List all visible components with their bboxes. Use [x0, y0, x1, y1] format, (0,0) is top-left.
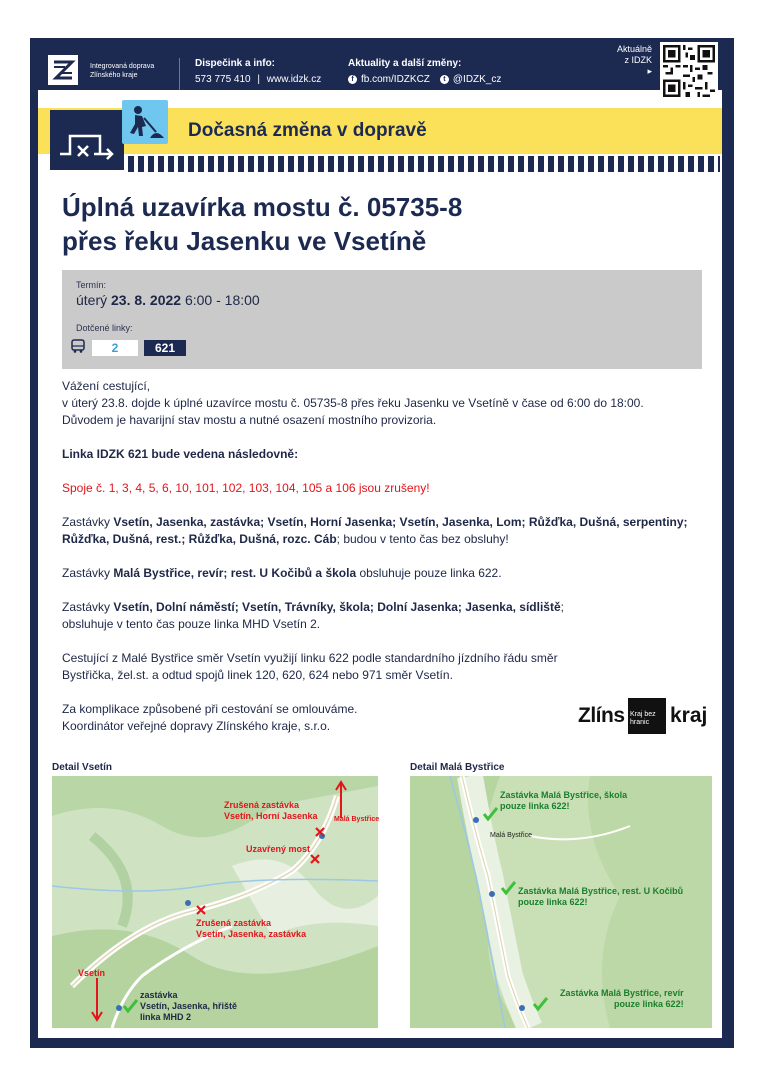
dispatch-web-link[interactable]: www.idzk.cz [266, 74, 322, 85]
stops1-post: ; budou v tento čas bez obsluhy! [336, 532, 509, 546]
map1-stop-line-2: Vsetín, Jasenka, hřiště [140, 1001, 238, 1011]
term-date [76, 292, 260, 308]
intro-paragraph [62, 378, 712, 429]
map2-label-revir [560, 988, 684, 1010]
dispatch-separator: | [257, 74, 261, 85]
cancelled-trips: Spoje č. 1, 3, 4, 5, 6, 10, 101, 102, 103, 104, 105 a 106 jsou zrušeny! [62, 481, 430, 495]
twitter-link[interactable]: @IDZK_cz [452, 74, 502, 85]
aktual-link[interactable] [590, 44, 652, 77]
org-line-2: Zlínského kraje [90, 72, 138, 79]
headline [62, 190, 702, 258]
term-time: 6:00 - 18:00 [181, 292, 260, 308]
intro-line-2: Důvodem je havarijní stav mostu a nutné osazení mostního provizoria. [62, 413, 437, 427]
news-links [348, 74, 501, 85]
travel-info [62, 650, 712, 684]
banner-title: Dočasná změna v dopravě [188, 120, 427, 141]
map2-rest-line-2: pouze linka 622! [518, 897, 588, 907]
line-heading: Linka IDZK 621 bude vedena následovně: [62, 447, 299, 461]
stops-line-622 [62, 565, 712, 582]
header [30, 38, 734, 108]
kraj-box-line-2: hranic [630, 719, 650, 726]
stops-mhd-2 [62, 599, 712, 633]
signature: Koordinátor veřejné dopravy Zlínského kraje, s.r.o. [62, 719, 331, 733]
stops1-pre: Zastávky [62, 515, 114, 529]
travel-line-1: Cestující z Malé Bystřice směr Vsetín využijí linku 622 podle standardního jízdního řádu směr [62, 651, 558, 665]
map1-label-cancel-top [224, 800, 318, 822]
aktual-line-2: z IDZK [624, 55, 652, 65]
kraj-logo-part2: kraj [670, 704, 708, 727]
map2-rest-line-1: Zastávka Malá Bystřice, rest. U Kočibů [518, 886, 684, 896]
detour-icon [50, 110, 124, 170]
map2-label-town: Malá Bystřice [490, 832, 533, 839]
map2-label-skola [500, 790, 627, 812]
stops3-pre: Zastávky [62, 600, 114, 614]
map1-label-cancel-mid [196, 918, 306, 940]
map2-revir-line-1: Zastávka Malá Bystřice, revír [560, 988, 684, 998]
kraj-logo-box [628, 698, 666, 734]
news-title: Aktuality a další změny: [348, 58, 462, 69]
map1-cancel-mid-line-1: Zrušená zastávka [196, 918, 272, 928]
facebook-icon: f [348, 75, 357, 84]
stops3-list: Vsetín, Dolní náměstí; Vsetín, Trávníky, škola; Dolní Jasenka; Jasenka, sídliště [113, 600, 561, 614]
map2-skola-line-2: pouze linka 622! [500, 801, 570, 811]
map-mala-bystrice-title: Detail Malá Bystřice [410, 762, 505, 773]
notice-body [62, 378, 712, 752]
map1-stop-line-1: zastávka [140, 990, 178, 1000]
stops2-pre: Zastávky [62, 566, 114, 580]
travel-line-2: Bystřička, žel.st. a odtud spojů linek 120, 620, 624 nebo 971 směr Vsetín. [62, 668, 453, 682]
kraj-logo-part1: Zlíns [578, 704, 625, 727]
stops1-list: Vsetín, Jasenka, zastávka; Vsetín, Horní Jasenka; Vsetín, Jasenka, Lom; Růžďka, Dušná, serpentiny; Růžďka, Dušná, rest.; Růžďka, Dušná, rozc. Cáb [62, 515, 688, 546]
line-badge-2: 2 [92, 340, 138, 356]
zlinsky-kraj-logo [578, 698, 710, 734]
headline-line-1: Úplná uzavírka mostu č. 05735-8 [62, 192, 463, 222]
apology: Za komplikace způsobené při cestování se omlouváme. [62, 702, 358, 716]
dispatch-info [195, 74, 321, 85]
qr-code-icon[interactable] [660, 42, 718, 100]
map2-skola-line-1: Zastávka Malá Bystřice, škola [500, 790, 628, 800]
stops-no-service [62, 514, 712, 548]
map1-cancel-mid-line-2: Vsetín, Jasenka, zastávka [196, 929, 307, 939]
info-box [62, 270, 702, 369]
dispatch-title: Dispečink a info: [195, 58, 276, 69]
facebook-link[interactable]: fb.com/IDZKCZ [361, 74, 430, 85]
header-divider [179, 58, 180, 90]
map1-cancel-top-line-2: Vsetín, Horní Jasenka [224, 811, 318, 821]
stops2-post: obsluhuje pouze linka 622. [356, 566, 502, 580]
stops3-line-2: obsluhuje v tento čas pouze linka MHD Vsetín 2. [62, 617, 321, 631]
dispatch-phone[interactable]: 573 775 410 [195, 74, 251, 85]
term-day: úterý [76, 292, 112, 308]
term-date-bold: 23. 8. 2022 [111, 292, 182, 308]
org-line-1: Integrovaná doprava [90, 63, 155, 70]
headline-line-2: přes řeku Jasenku ve Vsetíně [62, 226, 427, 256]
aktual-line-1: Aktuálně [616, 44, 652, 54]
term-label: Termín: [76, 280, 107, 290]
map2-revir-line-2: pouze linka 622! [614, 999, 684, 1009]
greeting: Vážení cestující, [62, 379, 151, 393]
intro-line-1: v úterý 23.8. dojde k úplné uzavírce mostu č. 05735-8 přes řeku Jasenku ve Vsetíně v čase od 6:00 do 18:00. [62, 396, 644, 410]
org-name [90, 62, 154, 80]
twitter-icon: t [440, 75, 449, 84]
map1-stop-line-3: linka MHD 2 [140, 1012, 192, 1022]
map-vsetin-title: Detail Vsetín [52, 762, 113, 773]
map1-label-mala-bystrice: Malá Bystřice [334, 816, 380, 823]
idzk-logo-icon [48, 55, 78, 85]
kraj-box-line-1: Kraj bez [630, 711, 656, 718]
stops2-list: Malá Bystřice, revír; rest. U Kočibů a škola [113, 566, 357, 580]
map1-label-vsetin: Vsetín [78, 968, 106, 978]
map1-label-stop [140, 990, 237, 1023]
map2-label-rest [518, 886, 683, 908]
line-badge-621: 621 [144, 340, 186, 356]
stops3-post: ; [560, 600, 564, 614]
banner-stripes [128, 156, 720, 172]
aktual-arrow-icon: ▸ [647, 66, 652, 76]
map1-label-bridge: Uzavřený most [246, 844, 311, 854]
lines-label: Dotčené linky: [76, 323, 133, 333]
map1-cancel-top-line-1: Zrušená zastávka [224, 800, 300, 810]
road-works-icon [122, 100, 168, 144]
bus-icon [70, 338, 86, 354]
